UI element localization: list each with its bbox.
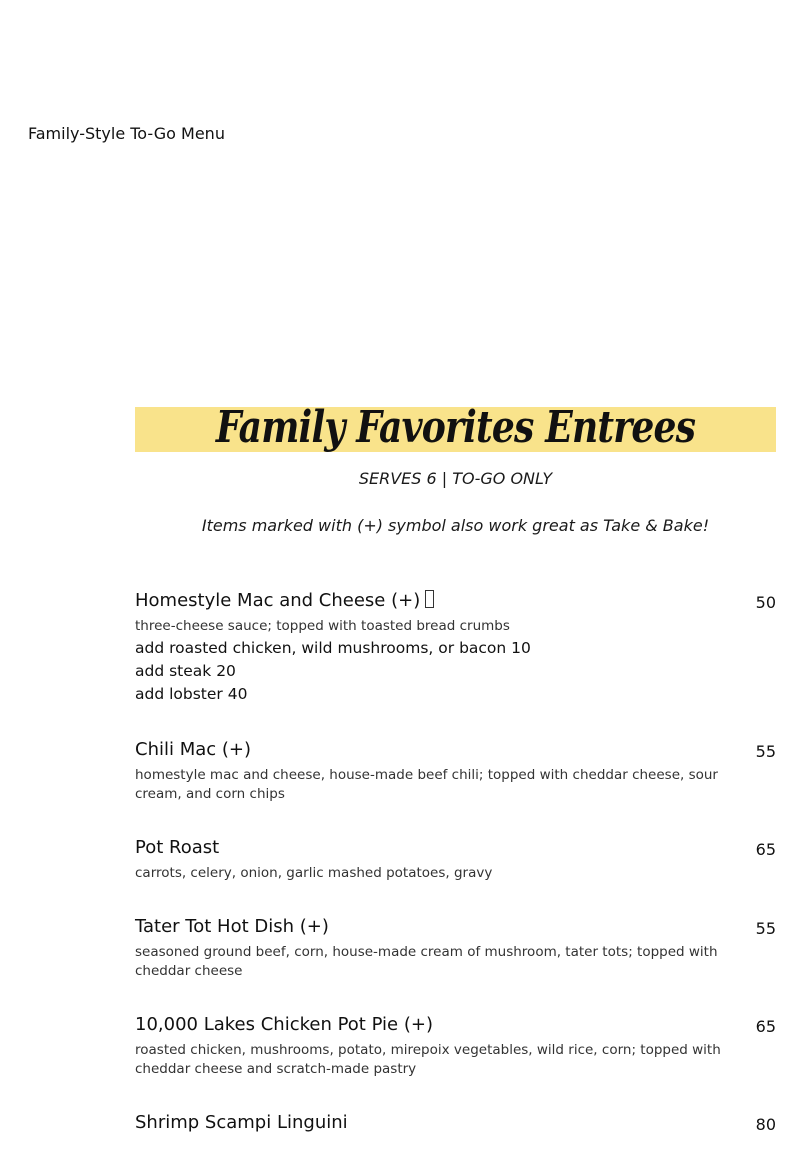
- menu-item-price: 65: [755, 1017, 776, 1036]
- menu-item-price: 65: [755, 840, 776, 859]
- menu-item: [135, 738, 776, 804]
- menu-item: [135, 1013, 776, 1079]
- menu-item-name: Homestyle Mac and Cheese (+): [135, 590, 421, 611]
- menu-item-description: carrots, celery, onion, garlic mashed potatoes, gravy: [135, 865, 493, 881]
- page-label: Family-Style To-Go Menu: [28, 124, 225, 143]
- serves-note: SERVES 6 | TO-GO ONLY: [358, 469, 553, 488]
- menu-item-addon: add roasted chicken, wild mushrooms, or bacon 10: [135, 639, 531, 657]
- menu-item-addon: add lobster 40: [135, 685, 248, 703]
- take-and-bake-note: Items marked with (+) symbol also work great as Take & Bake!: [201, 516, 710, 535]
- menu-item-name: Shrimp Scampi Linguini: [135, 1112, 348, 1133]
- menu-item-addon: add steak 20: [135, 662, 236, 680]
- menu-item-list: [135, 589, 776, 1167]
- menu-item: [135, 589, 776, 706]
- menu-item-price: 80: [755, 1115, 776, 1134]
- menu-item-description: three-cheese sauce; topped with toasted bread crumbs: [135, 618, 510, 634]
- menu-item-price: 55: [755, 919, 776, 938]
- section-title: Family Favorites Entrees: [215, 402, 696, 453]
- menu-item-price: 55: [755, 742, 776, 761]
- menu-item-name: Pot Roast: [135, 837, 220, 858]
- menu-item-name: 10,000 Lakes Chicken Pot Pie (+): [135, 1014, 433, 1035]
- menu-item-description: roasted chicken, mushrooms, potato, mirepoix vegetables, wild rice, corn; topped with cheddar cheese and scratch-made pastry: [135, 1042, 721, 1077]
- menu-item-description: homestyle mac and cheese, house-made beef chili; topped with cheddar cheese, sour cream, and corn chips: [135, 767, 718, 802]
- menu-item-description: seasoned ground beef, corn, house-made cream of mushroom, tater tots; topped with cheddar cheese: [135, 944, 718, 979]
- menu-item-name: Tater Tot Hot Dish (+): [135, 916, 329, 937]
- menu-item: [135, 915, 776, 981]
- menu-item-name: Chili Mac (+): [135, 739, 252, 760]
- missing-glyph-icon: [425, 590, 434, 608]
- menu-item: [135, 836, 776, 883]
- menu-item-price: 50: [755, 593, 776, 612]
- menu-item-name-row: [135, 589, 776, 613]
- menu-item: [135, 1111, 776, 1135]
- menu-item-addons: [135, 637, 776, 706]
